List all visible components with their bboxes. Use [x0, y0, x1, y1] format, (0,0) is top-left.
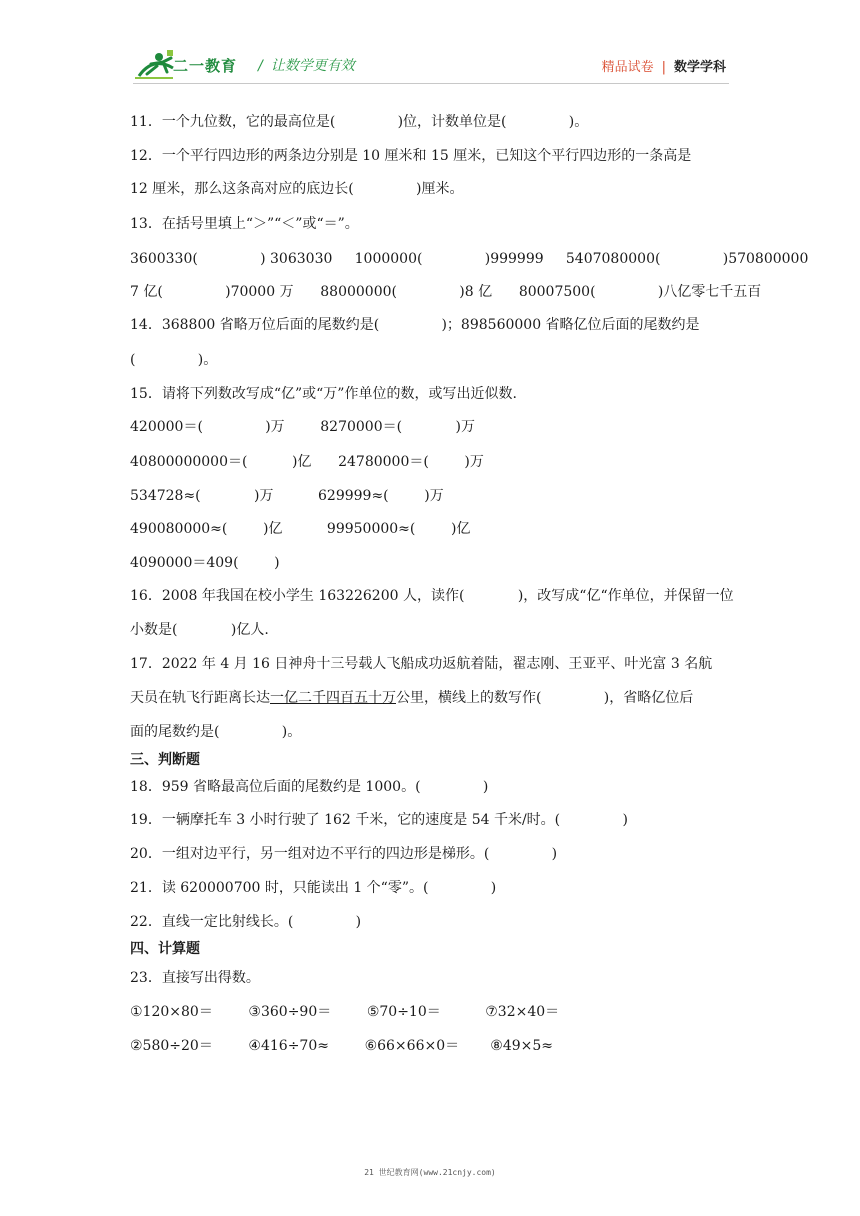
question-21: 21．读 620000700 时，只能读出 1 个“零”。( ) — [130, 880, 497, 896]
question-17-line1: 17．2022 年 4 月 16 日神舟十三号载人飞船成功返航着陆，翟志刚、王亚平、叶光富 3 名航 — [130, 656, 713, 672]
slogan-separator: / — [258, 58, 263, 74]
question-22: 22．直线一定比射线长。( ) — [130, 914, 362, 930]
question-23-row1: ①120×80＝ ③360÷90＝ ⑤70÷10＝ ⑦32×40＝ — [130, 1004, 560, 1020]
question-14-line1: 14．368800 省略万位后面的尾数约是( )；898560000 省略亿位后面的尾数约是 — [130, 317, 700, 333]
question-17-post: 公里，横线上的数写作( )，省略亿位后 — [396, 690, 694, 706]
question-13-row2: 7 亿( )70000 万 88000000( )8 亿 80007500( )八亿零七千五百 — [130, 284, 762, 300]
question-15-row1: 420000＝( )万 8270000＝( )万 — [130, 419, 475, 435]
question-17-pre: 天员在轨飞行距离长达 — [130, 690, 270, 706]
question-15-row2: 40800000000＝( )亿 24780000＝( )万 — [130, 454, 484, 470]
underlined-number: 一亿二千四百五十万 — [270, 690, 396, 706]
exam-label: 精品试卷 — [601, 60, 654, 75]
question-13-row1: 3600330( ) 3063030 1000000( )999999 5407080000( )570800000 — [130, 251, 809, 267]
question-19: 19．一辆摩托车 3 小时行驶了 162 千米，它的速度是 54 千米/时。( ) — [130, 812, 628, 828]
question-12-line1: 12．一个平行四边形的两条边分别是 10 厘米和 15 厘米，已知这个平行四边形的一条高是 — [130, 148, 692, 164]
question-12-line2: 12 厘米，那么这条高对应的底边长( )厘米。 — [130, 181, 464, 197]
subject-label: 数学学科 — [673, 60, 726, 75]
header-rule — [133, 83, 729, 84]
question-16-line1: 16．2008 年我国在校小学生 163226200 人，读作( )，改写成“亿“作单位，并保留一位 — [130, 588, 734, 604]
question-11: 11．一个九位数，它的最高位是( )位，计数单位是( )。 — [130, 114, 589, 130]
brand-name: 二一教育 — [173, 57, 238, 75]
page-footer: 21 世纪教育网(www.21cnjy.com) — [364, 1168, 496, 1177]
question-13: 13．在括号里填上“＞”“＜”或“＝”。 — [130, 216, 359, 232]
question-14-line2: ( )。 — [130, 352, 218, 368]
section-judgement: 三、判断题 — [130, 752, 200, 768]
question-23-row2: ②580÷20＝ ④416÷70≈ ⑥66×66×0＝ ⑧49×5≈ — [130, 1038, 554, 1054]
question-23: 23．直接写出得数。 — [130, 970, 260, 986]
header-divider: | — [661, 60, 666, 75]
question-15: 15．请将下列数改写成“亿”或“万”作单位的数，或写出近似数. — [130, 386, 517, 402]
question-15-row3: 534728≈( )万 629999≈( )万 — [130, 488, 444, 504]
slogan — [258, 55, 355, 75]
question-20: 20．一组对边平行，另一组对边不平行的四边形是梯形。( ) — [130, 846, 558, 862]
header-labels — [602, 56, 726, 75]
question-15-row4: 490080000≈( )亿 99950000≈( )亿 — [130, 521, 471, 537]
question-17-line3: 面的尾数约是( )。 — [130, 724, 302, 740]
slogan-text: 让数学更有效 — [270, 58, 355, 74]
section-calculation: 四、计算题 — [130, 941, 200, 957]
question-15-row5: 4090000＝409( ) — [130, 555, 280, 571]
question-18: 18．959 省略最高位后面的尾数约是 1000。( ) — [130, 779, 489, 795]
page-header — [0, 0, 860, 86]
question-17-line2 — [130, 688, 693, 708]
question-16-line2: 小数是( )亿人. — [130, 622, 269, 638]
